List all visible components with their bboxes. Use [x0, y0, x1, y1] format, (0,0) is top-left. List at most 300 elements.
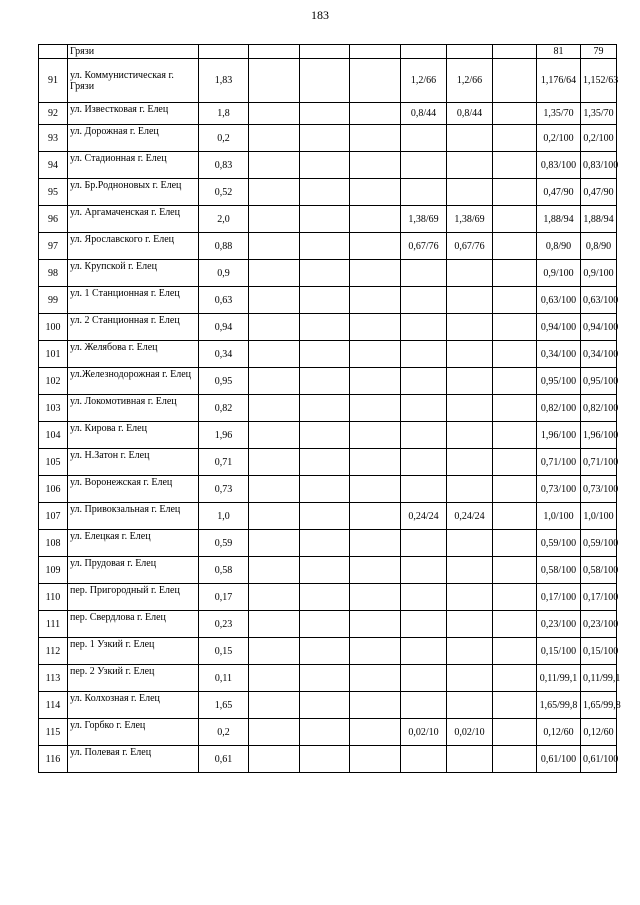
- row-value-g: [447, 368, 493, 395]
- row-value-g: [447, 530, 493, 557]
- row-empty-d: [300, 287, 350, 314]
- row-value-g: [447, 638, 493, 665]
- table-row: [39, 476, 617, 503]
- row-number: 96: [39, 206, 68, 233]
- row-value-i: 0,83/100: [537, 152, 581, 179]
- row-value-f: [401, 125, 447, 152]
- row-value-j: 0,61/100: [581, 746, 617, 773]
- row-empty-d: [300, 476, 350, 503]
- row-name: ул. Прудовая г. Елец: [68, 557, 199, 584]
- row-value-f: [401, 449, 447, 476]
- row-empty-d: [300, 395, 350, 422]
- row-empty-h: [493, 260, 537, 287]
- row-length: 1,65: [199, 692, 249, 719]
- row-empty-h: [493, 422, 537, 449]
- row-length: 0,59: [199, 530, 249, 557]
- row-name: ул.Железнодорожная г. Елец: [68, 368, 199, 395]
- row-empty-h: [493, 206, 537, 233]
- row-value-g: 1,2/66: [447, 59, 493, 103]
- row-empty-c: [249, 422, 300, 449]
- row-name: пер. 2 Узкий г. Елец: [68, 665, 199, 692]
- row-value-g: [447, 449, 493, 476]
- row-empty-c: [249, 611, 300, 638]
- table-row: [39, 125, 617, 152]
- row-value-g: [447, 125, 493, 152]
- row-value-j: 0,83/100: [581, 152, 617, 179]
- row-number: 107: [39, 503, 68, 530]
- row-value-j: 0,15/100: [581, 638, 617, 665]
- table-row: [39, 503, 617, 530]
- data-table: [38, 44, 621, 773]
- row-empty-e: [350, 103, 401, 125]
- row-value-j: 1,65/99,8: [581, 692, 617, 719]
- row-value-i: 0,82/100: [537, 395, 581, 422]
- row-empty-e: [350, 719, 401, 746]
- row-length: 0,2: [199, 719, 249, 746]
- row-empty-d: [300, 665, 350, 692]
- row-length: 1,83: [199, 59, 249, 103]
- row-empty-h: [493, 611, 537, 638]
- row-value-g: [447, 395, 493, 422]
- row-empty-e: [350, 233, 401, 260]
- row-empty-h: [493, 287, 537, 314]
- row-number: 103: [39, 395, 68, 422]
- row-empty-e: [350, 746, 401, 773]
- row-value-j: 79: [581, 45, 617, 59]
- row-empty-h: [493, 638, 537, 665]
- row-value-j: 0,73/100: [581, 476, 617, 503]
- row-value-i: 1,176/64: [537, 59, 581, 103]
- row-empty-c: [249, 260, 300, 287]
- row-number: 108: [39, 530, 68, 557]
- row-empty-h: [493, 557, 537, 584]
- table-row: [39, 665, 617, 692]
- row-value-j: 0,2/100: [581, 125, 617, 152]
- row-value-f: [401, 152, 447, 179]
- row-number: 113: [39, 665, 68, 692]
- row-empty-d: [300, 503, 350, 530]
- row-value-g: 0,8/44: [447, 103, 493, 125]
- table-row: [39, 287, 617, 314]
- row-name: ул. 1 Станционная г. Елец: [68, 287, 199, 314]
- row-empty-d: [300, 233, 350, 260]
- row-value-i: 0,58/100: [537, 557, 581, 584]
- row-empty-e: [350, 557, 401, 584]
- row-empty-e: [350, 611, 401, 638]
- row-name: ул. Привокзальная г. Елец: [68, 503, 199, 530]
- row-value-f: [401, 422, 447, 449]
- row-number: 104: [39, 422, 68, 449]
- row-number: 112: [39, 638, 68, 665]
- row-value-i: 0,71/100: [537, 449, 581, 476]
- row-value-j: 0,9/100: [581, 260, 617, 287]
- row-empty-d: [300, 449, 350, 476]
- row-empty-h: [493, 233, 537, 260]
- row-value-i: 0,47/90: [537, 179, 581, 206]
- row-number: 95: [39, 179, 68, 206]
- row-empty-c: [249, 638, 300, 665]
- row-name: ул. Кирова г. Елец: [68, 422, 199, 449]
- table-row: [39, 59, 617, 103]
- row-empty-e: [350, 665, 401, 692]
- row-value-g: [447, 422, 493, 449]
- row-empty-c: [249, 476, 300, 503]
- table-row: [39, 746, 617, 773]
- row-value-j: 0,11/99,1: [581, 665, 617, 692]
- row-number: 106: [39, 476, 68, 503]
- row-value-f: [401, 557, 447, 584]
- row-value-f: [401, 341, 447, 368]
- row-empty-c: [249, 449, 300, 476]
- row-value-j: 0,47/90: [581, 179, 617, 206]
- row-empty-h: [493, 503, 537, 530]
- row-empty-d: [300, 125, 350, 152]
- row-empty-h: [493, 59, 537, 103]
- row-length: 0,9: [199, 260, 249, 287]
- row-empty-d: [300, 152, 350, 179]
- row-value-j: 1,35/70: [581, 103, 617, 125]
- row-empty-h: [493, 341, 537, 368]
- row-length: 0,83: [199, 152, 249, 179]
- row-name: ул. Колхозная г. Елец: [68, 692, 199, 719]
- row-length: 1,96: [199, 422, 249, 449]
- row-empty-d: [300, 422, 350, 449]
- row-length: 1,8: [199, 103, 249, 125]
- row-empty-c: [249, 584, 300, 611]
- row-empty-h: [493, 395, 537, 422]
- row-value-g: 1,38/69: [447, 206, 493, 233]
- row-empty-e: [350, 449, 401, 476]
- row-value-g: [447, 152, 493, 179]
- row-empty-d: [300, 557, 350, 584]
- row-value-f: [401, 692, 447, 719]
- row-length: 0,11: [199, 665, 249, 692]
- row-number: 101: [39, 341, 68, 368]
- row-name: пер. Свердлова г. Елец: [68, 611, 199, 638]
- row-number: 116: [39, 746, 68, 773]
- row-value-f: 0,24/24: [401, 503, 447, 530]
- table-row: [39, 103, 617, 125]
- row-value-i: 0,95/100: [537, 368, 581, 395]
- row-empty-e: [350, 503, 401, 530]
- row-number: 109: [39, 557, 68, 584]
- row-value-f: [401, 611, 447, 638]
- row-value-f: [401, 476, 447, 503]
- row-empty-c: [249, 152, 300, 179]
- row-length: 1,0: [199, 503, 249, 530]
- row-name: ул. Крупской г. Елец: [68, 260, 199, 287]
- row-value-g: [447, 341, 493, 368]
- row-length: 0,17: [199, 584, 249, 611]
- row-value-i: 0,17/100: [537, 584, 581, 611]
- row-value-i: 0,2/100: [537, 125, 581, 152]
- row-length: 0,95: [199, 368, 249, 395]
- row-value-j: 0,82/100: [581, 395, 617, 422]
- row-empty-c: [249, 103, 300, 125]
- row-value-f: [401, 179, 447, 206]
- row-name: пер. 1 Узкий г. Елец: [68, 638, 199, 665]
- row-value-j: 0,34/100: [581, 341, 617, 368]
- table-row: [39, 260, 617, 287]
- row-name: пер. Пригородный г. Елец: [68, 584, 199, 611]
- row-empty-e: [350, 125, 401, 152]
- row-empty-h: [493, 746, 537, 773]
- row-empty-c: [249, 206, 300, 233]
- row-name: ул. Бр.Родноновых г. Елец: [68, 179, 199, 206]
- row-empty-d: [300, 611, 350, 638]
- row-value-g: [447, 287, 493, 314]
- table-row: [39, 341, 617, 368]
- row-number: 97: [39, 233, 68, 260]
- row-value-g: 0,24/24: [447, 503, 493, 530]
- row-empty-c: [249, 395, 300, 422]
- row-empty-e: [350, 260, 401, 287]
- table-row: [39, 233, 617, 260]
- row-number: 98: [39, 260, 68, 287]
- row-value-i: 0,9/100: [537, 260, 581, 287]
- row-value-i: 1,96/100: [537, 422, 581, 449]
- row-empty-h: [493, 152, 537, 179]
- row-value-j: 0,63/100: [581, 287, 617, 314]
- row-name: ул. Известковая г. Елец: [68, 103, 199, 125]
- row-name: ул. Полевая г. Елец: [68, 746, 199, 773]
- row-name: ул. Локомотивная г. Елец: [68, 395, 199, 422]
- table-row: [39, 692, 617, 719]
- row-empty-h: [493, 314, 537, 341]
- row-empty-h: [493, 125, 537, 152]
- row-length: 0,58: [199, 557, 249, 584]
- row-empty-c: [249, 530, 300, 557]
- row-empty-c: [249, 557, 300, 584]
- row-value-f: [401, 638, 447, 665]
- row-empty-h: [493, 368, 537, 395]
- row-empty-e: [350, 638, 401, 665]
- row-empty-h: [493, 692, 537, 719]
- table-row: [39, 638, 617, 665]
- row-value-j: 0,8/90: [581, 233, 617, 260]
- row-name: ул. Ярославского г. Елец: [68, 233, 199, 260]
- row-value-f: [401, 260, 447, 287]
- table-row: [39, 314, 617, 341]
- row-empty-c: [249, 746, 300, 773]
- table-row: [39, 719, 617, 746]
- row-empty-c: [249, 233, 300, 260]
- row-empty-c: [249, 503, 300, 530]
- row-empty-h: [493, 179, 537, 206]
- row-empty-e: [350, 341, 401, 368]
- row-length: 0,88: [199, 233, 249, 260]
- row-number: 110: [39, 584, 68, 611]
- row-value-g: [447, 665, 493, 692]
- row-value-j: 1,0/100: [581, 503, 617, 530]
- page-number: 183: [311, 8, 329, 22]
- row-name: ул. Коммунистическая г. Грязи: [68, 59, 199, 103]
- row-name: ул. Аргамаченская г. Елец: [68, 206, 199, 233]
- row-empty-d: [300, 341, 350, 368]
- table-row: [39, 449, 617, 476]
- row-value-g: [447, 314, 493, 341]
- row-empty-c: [249, 287, 300, 314]
- row-value-j: 1,88/94: [581, 206, 617, 233]
- row-number: 93: [39, 125, 68, 152]
- row-empty-d: [300, 179, 350, 206]
- row-value-g: [447, 611, 493, 638]
- row-number: 92: [39, 103, 68, 125]
- row-empty-e: [350, 476, 401, 503]
- table-row: [39, 422, 617, 449]
- row-value-g: [447, 476, 493, 503]
- row-value-j: 0,58/100: [581, 557, 617, 584]
- row-empty-d: [300, 719, 350, 746]
- row-empty-c: [249, 719, 300, 746]
- row-empty-h: [493, 530, 537, 557]
- row-number: 114: [39, 692, 68, 719]
- row-length: 0,82: [199, 395, 249, 422]
- row-value-f: [401, 368, 447, 395]
- row-empty-d: [300, 638, 350, 665]
- row-value-i: 0,15/100: [537, 638, 581, 665]
- row-value-g: [447, 260, 493, 287]
- row-value-f: [401, 287, 447, 314]
- row-empty-e: [350, 368, 401, 395]
- row-empty-d: [300, 584, 350, 611]
- row-value-i: 0,61/100: [537, 746, 581, 773]
- row-value-f: 0,8/44: [401, 103, 447, 125]
- row-name: ул. Н.Затон г. Елец: [68, 449, 199, 476]
- row-empty-c: [249, 179, 300, 206]
- row-value-i: 0,59/100: [537, 530, 581, 557]
- row-value-j: 1,152/63: [581, 59, 617, 103]
- row-value-g: 0,67/76: [447, 233, 493, 260]
- row-length: 0,34: [199, 341, 249, 368]
- row-value-j: 0,95/100: [581, 368, 617, 395]
- row-value-j: 0,94/100: [581, 314, 617, 341]
- row-value-f: [401, 314, 447, 341]
- row-name: ул. Стадионная г. Елец: [68, 152, 199, 179]
- row-value-f: 1,38/69: [401, 206, 447, 233]
- row-length: 0,61: [199, 746, 249, 773]
- table-row: [39, 206, 617, 233]
- row-value-g: [447, 746, 493, 773]
- row-length: 0,15: [199, 638, 249, 665]
- row-name: ул. Елецкая г. Елец: [68, 530, 199, 557]
- row-empty-e: [350, 179, 401, 206]
- row-value-g: [447, 557, 493, 584]
- row-empty-d: [300, 692, 350, 719]
- row-number: 105: [39, 449, 68, 476]
- row-value-g: [447, 179, 493, 206]
- row-value-i: 1,65/99,8: [537, 692, 581, 719]
- row-empty-c: [249, 368, 300, 395]
- row-empty-h: [493, 449, 537, 476]
- row-empty-d: [300, 368, 350, 395]
- row-value-i: 0,11/99,1: [537, 665, 581, 692]
- row-value-f: 0,02/10: [401, 719, 447, 746]
- row-value-f: [401, 584, 447, 611]
- row-name: ул. Желябова г. Елец: [68, 341, 199, 368]
- row-value-j: 0,23/100: [581, 611, 617, 638]
- row-empty-e: [350, 287, 401, 314]
- row-value-i: 0,73/100: [537, 476, 581, 503]
- row-value-i: 1,88/94: [537, 206, 581, 233]
- table-row: [39, 611, 617, 638]
- row-length: 0,71: [199, 449, 249, 476]
- row-empty-e: [350, 395, 401, 422]
- table-row-header: [39, 45, 617, 59]
- row-empty-e: [350, 530, 401, 557]
- row-name: ул. Горбко г. Елец: [68, 719, 199, 746]
- row-value-f: 0,67/76: [401, 233, 447, 260]
- row-empty-e: [350, 584, 401, 611]
- row-value-j: 1,96/100: [581, 422, 617, 449]
- row-value-g: [447, 692, 493, 719]
- row-empty-e: [350, 152, 401, 179]
- row-name: ул. Дорожная г. Елец: [68, 125, 199, 152]
- table-row: [39, 368, 617, 395]
- row-empty-c: [249, 341, 300, 368]
- row-value-j: 0,59/100: [581, 530, 617, 557]
- row-empty-c: [249, 125, 300, 152]
- row-empty-h: [493, 103, 537, 125]
- row-empty-d: [300, 530, 350, 557]
- row-empty-d: [300, 59, 350, 103]
- row-empty-h: [493, 719, 537, 746]
- row-value-f: [401, 530, 447, 557]
- row-number: 94: [39, 152, 68, 179]
- row-length: 0,63: [199, 287, 249, 314]
- row-empty-d: [300, 103, 350, 125]
- row-value-f: [401, 665, 447, 692]
- row-length: 0,94: [199, 314, 249, 341]
- row-value-i: 1,35/70: [537, 103, 581, 125]
- row-value-f: 1,2/66: [401, 59, 447, 103]
- table-row: [39, 530, 617, 557]
- row-value-j: 0,71/100: [581, 449, 617, 476]
- row-number: 111: [39, 611, 68, 638]
- row-empty-c: [249, 314, 300, 341]
- table-row: [39, 152, 617, 179]
- row-empty-e: [350, 692, 401, 719]
- row-empty-e: [350, 206, 401, 233]
- row-value-i: 0,12/60: [537, 719, 581, 746]
- table-row: [39, 557, 617, 584]
- row-value-g: 0,02/10: [447, 719, 493, 746]
- row-value-i: 0,23/100: [537, 611, 581, 638]
- row-length: 0,2: [199, 125, 249, 152]
- row-empty-e: [350, 59, 401, 103]
- row-length: 0,52: [199, 179, 249, 206]
- row-length: 0,73: [199, 476, 249, 503]
- row-value-j: 0,12/60: [581, 719, 617, 746]
- row-empty-d: [300, 746, 350, 773]
- table-row: [39, 395, 617, 422]
- row-value-j: 0,17/100: [581, 584, 617, 611]
- row-empty-c: [249, 59, 300, 103]
- row-name: ул. Воронежская г. Елец: [68, 476, 199, 503]
- row-name: Грязи: [68, 45, 199, 59]
- row-value-i: 1,0/100: [537, 503, 581, 530]
- row-value-f: [401, 746, 447, 773]
- row-empty-h: [493, 476, 537, 503]
- row-length: 0,23: [199, 611, 249, 638]
- row-value-i: 0,94/100: [537, 314, 581, 341]
- row-empty-d: [300, 260, 350, 287]
- row-number: 91: [39, 59, 68, 103]
- row-empty-e: [350, 314, 401, 341]
- row-empty-c: [249, 692, 300, 719]
- row-number: 102: [39, 368, 68, 395]
- row-value-f: [401, 395, 447, 422]
